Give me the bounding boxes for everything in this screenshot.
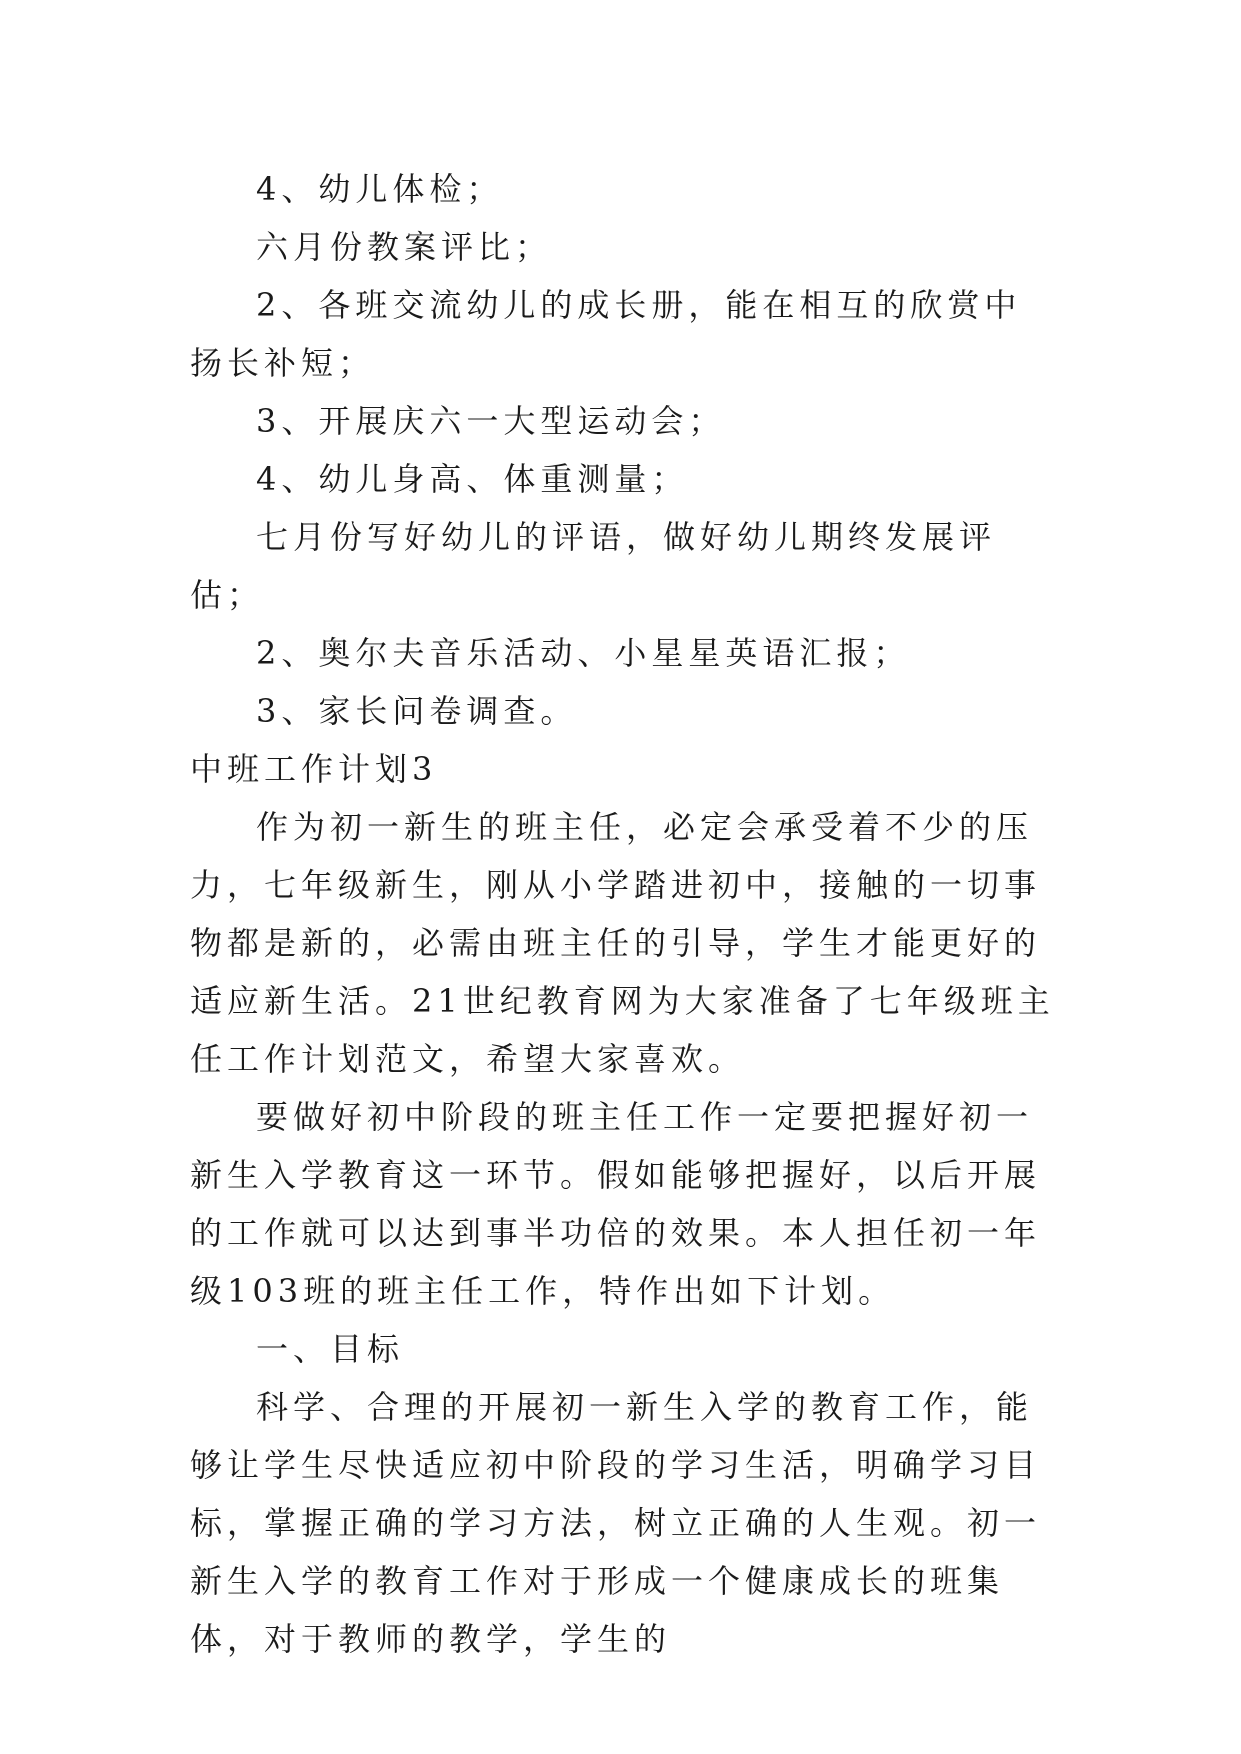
document-body (190, 160, 1056, 1668)
paragraph-2: 六月份教案评比； (256, 228, 553, 266)
paragraph-12: 科学、合理的开展初一新生入学的教育工作，能够让学生尽快适应初中阶段的学习生活，明确学习目标，掌握正确的学习方法，树立正确的人生观。初一新生入学的教育工作对于形成一个健康成长的班集体，对于教师的教学，学生的 (190, 1388, 1042, 1658)
paragraph-3: 2、各班交流幼儿的成长册，能在相互的欣赏中扬长补短； (190, 286, 1022, 382)
section-heading: 中班工作计划3 (190, 750, 438, 788)
paragraph-4: 3、开展庆六一大型运动会； (256, 402, 726, 440)
paragraph-11: 一、目标 (256, 1330, 405, 1368)
paragraph-5: 4、幼儿身高、体重测量； (256, 460, 689, 498)
paragraph-6: 七月份写好幼儿的评语，做好幼儿期终发展评估； (190, 518, 997, 614)
paragraph-1: 4、幼儿体检； (256, 170, 504, 208)
paragraph-7: 2、奥尔夫音乐活动、小星星英语汇报； (256, 634, 911, 672)
paragraph-9: 作为初一新生的班主任，必定会承受着不少的压力，七年级新生，刚从小学踏进初中，接触的一切事物都是新的，必需由班主任的引导，学生才能更好的适应新生活。21世纪教育网为大家准备了七年级班主任工作计划范文，希望大家喜欢。 (190, 808, 1055, 1078)
paragraph-8: 3、家长问卷调查。 (256, 692, 578, 730)
paragraph-10: 要做好初中阶段的班主任工作一定要把握好初一新生入学教育这一环节。假如能够把握好，以后开展的工作就可以达到事半功倍的效果。本人担任初一年级103班的班主任工作，特作出如下计划。 (190, 1098, 1042, 1310)
